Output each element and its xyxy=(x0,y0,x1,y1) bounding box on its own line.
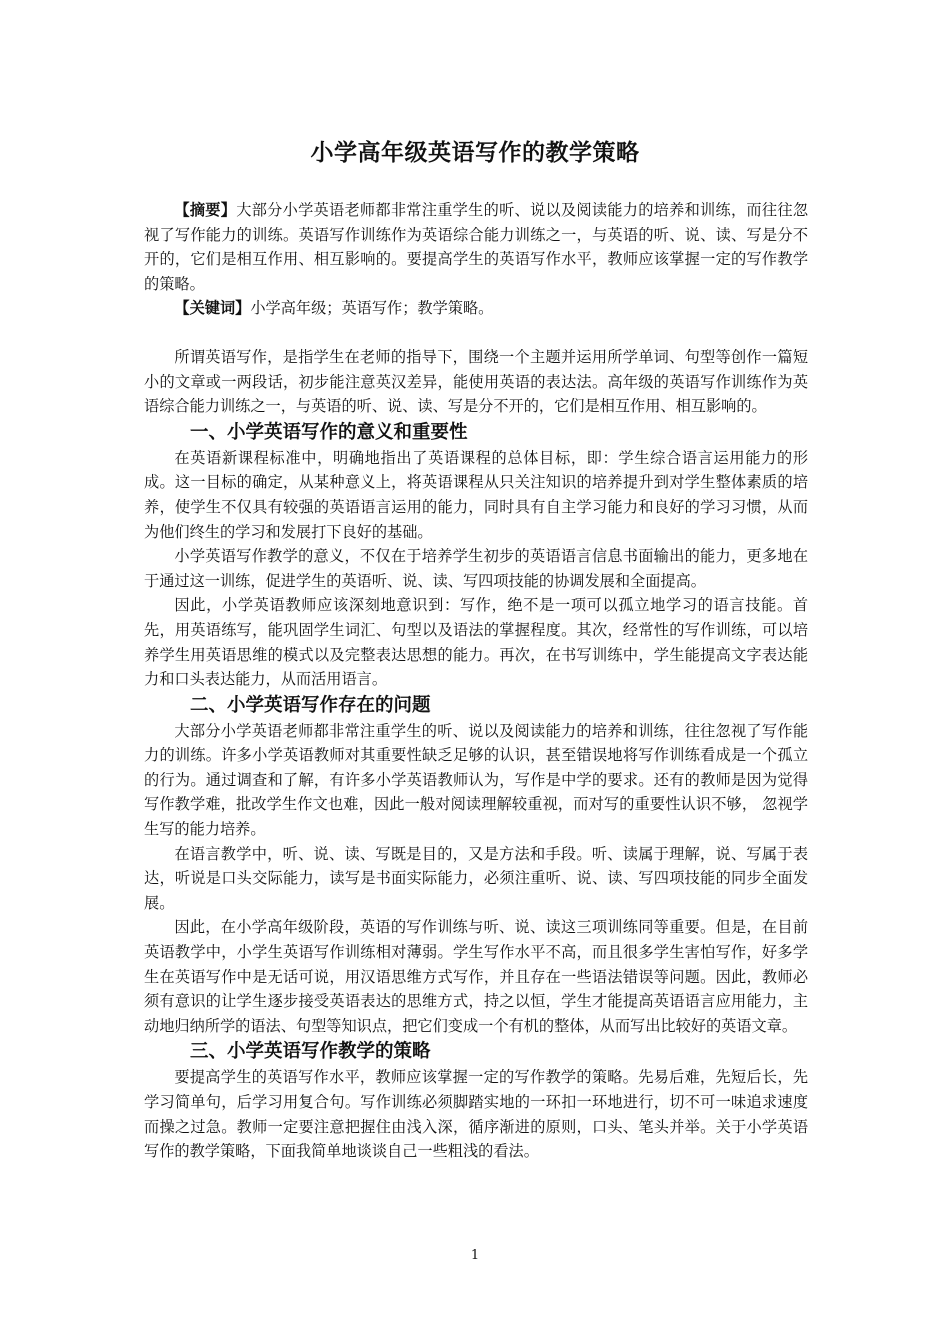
section-paragraph: 在英语新课程标准中，明确地指出了英语课程的总体目标，即：学生综合语言运用能力的形成。这一目标的确定，从某种意义上，将英语课程从只关注知识的培养提升到对学生整体素质的培养，使学生不仅具有较强的英语语言运用的能力，同时具有自主学习能力和良好的学习习惯，从而为他们终生的学习和发展打下良好的基础。 xyxy=(144,448,808,541)
abstract-text: 大部分小学英语老师都非常注重学生的听、说以及阅读能力的培养和训练，而往往忽视了写作能力的训练。英语写作训练作为英语综合能力训练之一，与英语的听、说、读、写是分不开的，它们是相互作用、相互影响的。要提高学生的英语写作水平，教师应该掌握一定的写作教学的策略。 xyxy=(144,201,809,293)
section-paragraph: 在语言教学中，听、说、读、写既是目的，又是方法和手段。听、读属于理解，说、写属于表达，听说是口头交际能力，读写是书面实际能力，必须注重听、说、读、写四项技能的同步全面发展。 xyxy=(144,844,808,912)
blank-line xyxy=(144,321,808,345)
intro-paragraph: 所谓英语写作，是指学生在老师的指导下，围绕一个主题并运用所学单词、句型等创作一篇短小的文章或一两段话，初步能注意英汉差异，能使用英语的表达法。高年级的英语写作训练作为英语综合能力训练之一，与英语的听、说、读、写是分不开的，它们是相互作用、相互影响的。 xyxy=(144,347,808,416)
page-title: 小学高年级英语写作的教学策略 xyxy=(310,140,640,166)
section-heading: 二、小学英语写作存在的问题 xyxy=(190,694,431,716)
section-paragraph: 因此，小学英语教师应该深刻地意识到：写作，绝不是一项可以孤立地学习的语言技能。首先，用英语练写，能巩固学生词汇、句型以及语法的掌握程度。其次，经常性的写作训练，可以培养学生用英语思维的模式以及完整表达思想的能力。再次，在书写训练中，学生能提高文字表达能力和口头表达能力，从而活用语言。 xyxy=(144,596,808,689)
keywords-paragraph xyxy=(144,296,808,321)
page-number: 1 xyxy=(470,1248,480,1263)
document-body xyxy=(144,198,808,1164)
keywords-label: 【关键词】 xyxy=(174,299,251,318)
section-paragraph: 因此，在小学高年级阶段，英语的写作训练与听、说、读这三项训练同等重要。但是，在目前英语教学中，小学生英语写作训练相对薄弱。学生写作水平不高，而且很多学生害怕写作，好多学生在英语写作中是无话可说，用汉语思维方式写作，并且存在一些语法错误等问题。因此，教师必须有意识的让学生逐步接受英语表达的思维方式，持之以恒，学生才能提高英语语言应用能力，主动地归纳所学的语法、句型等知识点，把它们变成一个有机的整体，从而写出比较好的英语文章。 xyxy=(144,918,808,1035)
abstract-paragraph xyxy=(144,198,808,296)
section-heading: 一、小学英语写作的意义和重要性 xyxy=(190,421,468,443)
abstract-label: 【摘要】 xyxy=(174,201,237,219)
section-paragraph: 小学英语写作教学的意义，不仅在于培养学生初步的英语语言信息书面输出的能力，更多地在于通过这一训练，促进学生的英语听、说、读、写四项技能的协调发展和全面提高。 xyxy=(144,547,808,590)
keywords-text: 小学高年级；英语写作；教学策略。 xyxy=(250,299,494,318)
section-paragraph: 要提高学生的英语写作水平，教师应该掌握一定的写作教学的策略。先易后难，先短后长，先学习简单句，后学习用复合句。写作训练必须脚踏实地的一环扣一环地进行，切不可一味追求速度而操之过急。教师一定要注意把握住由浅入深，循序渐进的原则，口头、笔头并举。关于小学英语写作的教学策略，下面我简单地谈谈自己一些粗浅的看法。 xyxy=(144,1068,808,1161)
section-paragraph: 大部分小学英语老师都非常注重学生的听、说以及阅读能力的培养和训练，往往忽视了写作能力的训练。许多小学英语教师对其重要性缺乏足够的认识，甚至错误地将写作训练看成是一个孤立的行为。通过调查和了解，有许多小学英语教师认为，写作是中学的要求。还有的教师是因为觉得写作教学难，批改学生作文也难，因此一般对阅读理解较重视，而对写的重要性认识不够， 忽视学生写的能力培养。 xyxy=(144,721,808,839)
section-heading: 三、小学英语写作教学的策略 xyxy=(190,1041,431,1063)
